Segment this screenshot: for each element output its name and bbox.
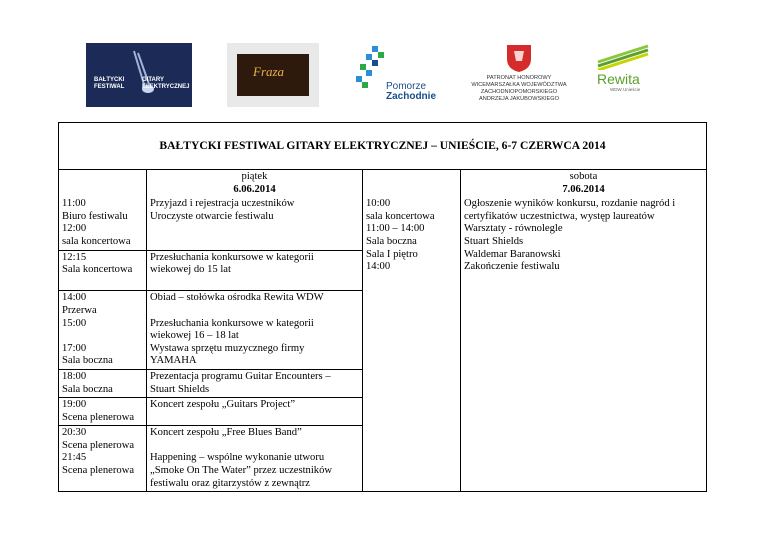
- time-line: 17:00: [62, 342, 87, 354]
- event-line: Przesłuchania konkursowe w kategorii: [150, 251, 314, 263]
- page-title: BAŁTYCKI FESTIWAL GITARY ELEKTRYCZNEJ – UNIEŚCIE, 6-7 CZERWCA 2014: [59, 123, 707, 170]
- event-line: „Smoke On The Water” przez uczestników: [150, 465, 333, 477]
- rewita-sub: WDW Unieście: [610, 87, 641, 92]
- event-line: Stuart Shields: [150, 383, 210, 395]
- pomorze-zachodnie-logo: [352, 44, 437, 106]
- event-cell: [147, 398, 363, 426]
- patronat-line2: WICEMARSZAŁKA WOJEWÓDZTWA: [471, 82, 567, 88]
- fraza-logo: [227, 43, 319, 107]
- friday-day: piątek: [241, 171, 268, 182]
- spacer: [150, 305, 359, 318]
- event-line: wiekowej do 15 lat: [150, 264, 231, 276]
- time-line: Biuro festiwalu: [62, 210, 128, 222]
- time-cell: [59, 369, 147, 397]
- friday-header: [147, 170, 363, 198]
- patronat-logo: [464, 43, 574, 107]
- friday-date: 6.06.2014: [233, 183, 276, 195]
- time-line: Sala boczna: [62, 355, 113, 367]
- crest-icon: [504, 43, 534, 73]
- guitar-icon: [86, 43, 192, 107]
- time-cell: [59, 426, 147, 492]
- time-line: Scena plenerowa: [62, 439, 135, 451]
- event-line: Uroczyste otwarcie festiwalu: [150, 210, 274, 222]
- time-line: 14:00: [62, 292, 87, 304]
- schedule-table: [58, 122, 707, 492]
- time-line: 11:00: [62, 198, 86, 210]
- patronat-line4: ANDRZEJA JAKUBOWSKIEGO: [479, 96, 559, 102]
- time-line: sala koncertowa: [366, 210, 435, 222]
- event-line: Wystawa sprzętu muzycznego firmy: [150, 342, 305, 354]
- time-line: Sala I piętro: [366, 248, 418, 260]
- event-line: Przyjazd i rejestracja uczestników: [150, 198, 295, 210]
- event-line: certyfikatów uczestnictwa, występ laureatów: [464, 210, 655, 222]
- rewita-logo: [594, 44, 652, 102]
- logo-bar: [0, 0, 768, 115]
- time-line: 15:00: [62, 317, 87, 329]
- saturday-day: sobota: [569, 171, 598, 182]
- time-line: Scena plenerowa: [62, 465, 135, 477]
- spacer: [62, 330, 143, 343]
- stripes-icon: [594, 44, 652, 70]
- time-line: sala koncertowa: [62, 235, 131, 247]
- festival-logo-line4: ELEKTRYCZNEJ: [142, 84, 190, 90]
- pomorze-line1: Pomorze: [386, 81, 427, 92]
- event-line: Waldemar Baranowski: [464, 248, 561, 260]
- saturday-header: [461, 170, 707, 198]
- title-row: [59, 123, 707, 170]
- time-line: 12:00: [62, 223, 87, 235]
- event-line: Przesłuchania konkursowe w kategorii: [150, 317, 314, 329]
- time-cell: [59, 197, 147, 250]
- time-line: 18:00: [62, 370, 87, 382]
- event-cell: [147, 369, 363, 397]
- time-line: 14:00: [366, 261, 391, 273]
- saturday-time-cell: [363, 197, 461, 492]
- rewita-name: Rewita: [597, 71, 640, 87]
- time-line: 12:15: [62, 251, 87, 263]
- event-line: wiekowej 16 – 18 lat: [150, 330, 239, 342]
- fraza-logo-text: Fraza: [253, 64, 285, 79]
- event-cell: [147, 291, 363, 370]
- time-line: Sala boczna: [62, 383, 113, 395]
- festival-logo-line2: FESTIWAL: [94, 84, 125, 90]
- patronat-line3: ZACHODNIOPOMORSKIEGO: [480, 89, 558, 95]
- time-cell: [59, 398, 147, 426]
- event-line: Zakończenie festiwalu: [464, 261, 560, 273]
- event-line: Koncert zespołu „Guitars Project”: [150, 399, 296, 411]
- time-cell: [59, 250, 147, 291]
- table-row: [59, 197, 707, 250]
- event-line: Prezentacja programu Guitar Encounters –: [150, 370, 331, 382]
- time-line: 11:00 – 14:00: [366, 223, 425, 235]
- saturday-event-cell: [461, 197, 707, 492]
- time-line: 10:00: [366, 198, 391, 210]
- event-cell: [147, 197, 363, 250]
- saturday-date: 7.06.2014: [562, 183, 605, 195]
- patronat-line1: PATRONAT HONOROWY: [486, 75, 552, 81]
- event-cell: [147, 426, 363, 492]
- event-line: Ogłoszenie wyników konkursu, rozdanie nagród i: [464, 198, 676, 210]
- spacer: [150, 440, 359, 453]
- time-line: Sala koncertowa: [62, 264, 133, 276]
- festival-logo: [86, 43, 192, 107]
- pomorze-line2: Zachodnie: [386, 91, 437, 102]
- time-line: Przerwa: [62, 304, 97, 316]
- event-line: Koncert zespołu „Free Blues Band”: [150, 427, 302, 439]
- event-line: Obiad – stołówka ośrodka Rewita WDW: [150, 292, 324, 304]
- event-line: festiwalu oraz gitarzystów z zewnątrz: [150, 477, 311, 489]
- time-line: Scena plenerowa: [62, 411, 135, 423]
- time-line: 21:45: [62, 452, 87, 464]
- spacer: [62, 277, 143, 290]
- event-line: Stuart Shields: [464, 235, 524, 247]
- time-line: 20:30: [62, 427, 87, 439]
- time-cell: [59, 291, 147, 370]
- event-line: Happening – wspólne wykonanie utworu: [150, 452, 325, 464]
- festival-logo-line1: BAŁTYCKI: [94, 77, 125, 83]
- day-header-row: [59, 170, 707, 198]
- event-line: YAMAHA: [150, 355, 197, 367]
- time-line: 19:00: [62, 399, 87, 411]
- event-cell: [147, 250, 363, 291]
- festival-logo-line3: GITARY: [142, 77, 164, 83]
- time-line: Sala boczna: [366, 235, 417, 247]
- event-line: Warsztaty - równolegle: [464, 223, 563, 235]
